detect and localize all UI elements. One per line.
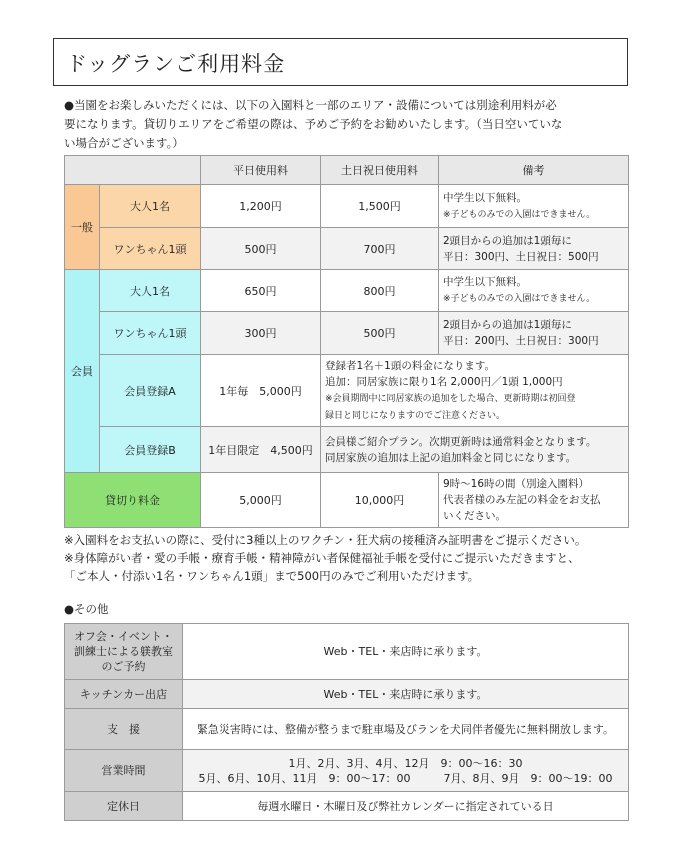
table-row: [65, 624, 629, 680]
other-value-event: Web・TEL・来店時に承ります。: [183, 624, 629, 680]
other-label-hours: 営業時間: [65, 750, 183, 792]
label-line: オフ会・イベント・: [74, 630, 173, 643]
header-weekend: 土日祝日使用料: [321, 156, 439, 185]
title-box: [53, 38, 628, 86]
note-line: 登録者1名＋1頭の料金になります。: [325, 359, 496, 372]
table-row: [65, 355, 629, 427]
note-line: 録日と同じになりますのでご注意ください。: [325, 410, 506, 421]
other-value-kitchen: Web・TEL・来店時に承ります。: [183, 680, 629, 709]
table-row: [65, 312, 629, 355]
other-value-support: 緊急災害時には、整備が整うまで駐車場及びランを犬同伴者優先に無料開放します。: [183, 709, 629, 750]
price-weekend: 800円: [321, 270, 439, 312]
price-weekday: 650円: [201, 270, 321, 312]
note-line: ※子どものみでの入園はできません。: [443, 209, 596, 220]
footnote-line: ※身体障がい者・愛の手帳・療育手帳・精神障がい者保健福祉手帳を受付にご提示いただきますと、: [64, 551, 580, 565]
note-cell: [439, 270, 629, 312]
note-cell: [439, 228, 629, 270]
note-cell: [321, 427, 629, 473]
price-weekend: 1,500円: [321, 185, 439, 228]
row-label: 大人1名: [100, 270, 201, 312]
price-weekday: 300円: [201, 312, 321, 355]
row-label: 大人1名: [100, 185, 201, 228]
table-header-row: [65, 156, 629, 185]
table-row: [65, 680, 629, 709]
other-label-event: [65, 624, 183, 680]
note-line: 2頭目からの追加は1頭毎に: [443, 319, 572, 331]
intro-line: い場合がございます。）: [64, 136, 184, 150]
other-heading: ●その他: [64, 602, 109, 616]
other-label-closed: 定休日: [65, 792, 183, 821]
price-membership: 1年毎 5,000円: [201, 355, 321, 427]
price-weekend: 700円: [321, 228, 439, 270]
note-line: 代表者様のみ左記の料金をお支払: [443, 494, 601, 506]
category-member: 会員: [65, 270, 100, 473]
note-line: ※会員期間中に同居家族の追加をした場合、更新時期は初回登: [325, 393, 576, 404]
price-weekend: 500円: [321, 312, 439, 355]
note-cell: [321, 355, 629, 427]
table-row: [65, 427, 629, 473]
other-value-closed: 毎週水曜日・木曜日及び弊社カレンダーに指定されている日: [183, 792, 629, 821]
other-table: [64, 623, 629, 821]
price-membership: 1年目限定 4,500円: [201, 427, 321, 473]
note-cell: [439, 312, 629, 355]
header-notes: 備考: [439, 156, 629, 185]
note-line: いください。: [443, 510, 506, 522]
row-label: ワンちゃん1頭: [100, 312, 201, 355]
price-weekday: 1,200円: [201, 185, 321, 228]
label-line: のご予約: [101, 660, 146, 673]
category-general: 一般: [65, 185, 100, 270]
note-cell: [439, 185, 629, 228]
table-row: [65, 709, 629, 750]
footnote-line: 「ご本人・付添い1名・ワンちゃん1頭」まで500円のみでご利用いただけます。: [64, 569, 480, 583]
footnote-line: ※入園料をお支払いの際に、受付に3種以上のワクチン・狂犬病の接種済み証明書をご提示ください。: [64, 533, 587, 547]
other-label-support: 支 援: [65, 709, 183, 750]
table-row: [65, 792, 629, 821]
category-charter: 貸切り料金: [65, 473, 201, 528]
note-line: 平日：200円、土日祝日：300円: [443, 335, 599, 347]
note-line: 中学生以下無料。: [443, 276, 527, 288]
header-weekday: 平日使用料: [201, 156, 321, 185]
row-label: 会員登録B: [100, 427, 201, 473]
other-label-kitchen: キッチンカー出店: [65, 680, 183, 709]
header-cell-blank: [65, 156, 201, 185]
label-line: 訓練士による躾教室: [74, 645, 173, 658]
note-line: 2頭目からの追加は1頭毎に: [443, 234, 572, 247]
table-row: [65, 270, 629, 312]
price-weekday: 5,000円: [201, 473, 321, 528]
price-weekday: 500円: [201, 228, 321, 270]
note-line: ※子どものみでの入園はできません。: [443, 294, 596, 304]
note-line: 会員様ご紹介プラン。次期更新時は通常料金となります。: [325, 435, 597, 448]
row-label: ワンちゃん1頭: [100, 228, 201, 270]
other-value-hours: [183, 750, 629, 792]
note-line: 中学生以下無料。: [443, 191, 527, 204]
hours-line: 5月、6月、10月、11月 9：00～17：00 7月、8月、9月 9：00～19：00: [198, 771, 613, 785]
row-label: 会員登録A: [100, 355, 201, 427]
table-row: [65, 750, 629, 792]
note-line: 追加：同居家族に限り1名 2,000円／1頭 1,000円: [325, 375, 563, 388]
note-line: 平日：300円、土日祝日：500円: [443, 250, 599, 263]
footnotes: [64, 531, 644, 585]
hours-line: 1月、2月、3月、4月、12月 9：00～16：30: [288, 756, 523, 770]
note-line: 9時～16時の間（別途入園料）: [443, 478, 590, 490]
table-row: [65, 473, 629, 528]
note-cell: [439, 473, 629, 528]
intro-text: [64, 96, 634, 153]
table-row: [65, 185, 629, 228]
note-line: 同居家族の追加は上記の追加料金と同じになります。: [325, 451, 577, 464]
table-row: [65, 228, 629, 270]
intro-line: ●当園をお楽しみいただくには、以下の入園料と一部のエリア・設備については別途利用料が必: [64, 98, 557, 112]
price-table: [64, 155, 629, 528]
price-weekend: 10,000円: [321, 473, 439, 528]
intro-line: 要になります。貸切りエリアをご希望の際は、予めご予約をお勧めいたします。（当日空いていな: [64, 117, 563, 131]
page-title: ドッグランご利用料金: [66, 52, 286, 76]
